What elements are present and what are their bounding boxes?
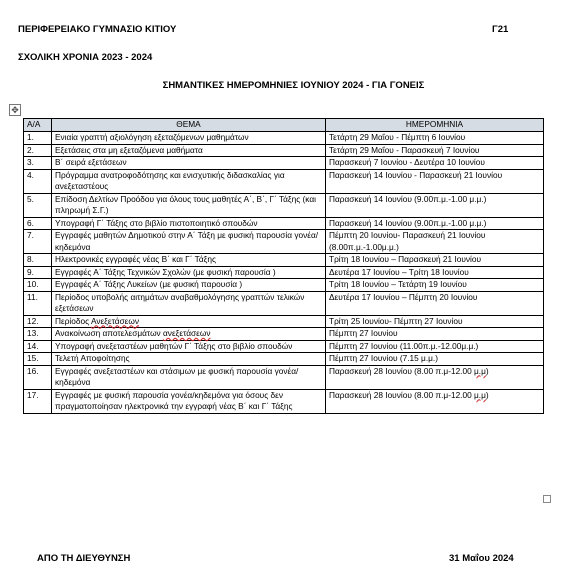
row-date: Παρασκευή 28 Ιουνίου (8.00 π.μ-12.00 μ.μ) <box>326 365 544 389</box>
row-date: Δευτέρα 17 Ιουνίου – Τρίτη 18 Ιουνίου <box>326 266 544 279</box>
row-topic: Πρόγραμμα ανατροφοδότησης και ενισχυτικής διδασκαλίας για ανεξεταστέους <box>52 169 326 193</box>
row-number: 10. <box>24 279 52 292</box>
table-row <box>24 365 544 389</box>
row-topic: Εγγραφές ανεξεταστέων και στάσιμων με φυσική παρουσία γονέα/κηδεμόνα <box>52 365 326 389</box>
school-name: ΠΕΡΙΦΕΡΕΙΑΚΟ ΓΥΜΝΑΣΙΟ ΚΙΤΙΟΥ <box>18 24 177 35</box>
row-topic: Περίοδος υποβολής αιτημάτων αναβαθμολόγησης γραπτών τελικών εξετάσεων <box>52 291 326 315</box>
row-topic: Εγγραφές Α΄ Τάξης Λυκείων (με φυσική παρουσία ) <box>52 279 326 292</box>
row-topic: Εγγραφές Α΄ Τάξης Τεχνικών Σχολών (με φυσική παρουσία ) <box>52 266 326 279</box>
spellcheck-mark: μ.μ <box>474 365 486 376</box>
row-number: 2. <box>24 144 52 157</box>
row-number: 5. <box>24 193 52 217</box>
table-row <box>24 254 544 267</box>
signature-line: ΑΠΟ ΤΗ ΔΙΕΥΘΥΝΣΗ <box>37 553 131 564</box>
table-row <box>24 291 544 315</box>
row-date: Δευτέρα 17 Ιουνίου – Πέμπτη 20 Ιουνίου <box>326 291 544 315</box>
row-date: Τρίτη 18 Ιουνίου – Παρασκευή 21 Ιουνίου <box>326 254 544 267</box>
row-topic: Ηλεκτρονικές εγγραφές νέας Β΄ και Γ΄ Τάξης <box>52 254 326 267</box>
row-date: Τρίτη 18 Ιουνίου – Τετάρτη 19 Ιουνίου <box>326 279 544 292</box>
spellcheck-mark: μ.μ <box>474 389 486 400</box>
row-date: Παρασκευή 7 Ιουνίου - Δευτέρα 10 Ιουνίου <box>326 157 544 170</box>
table-row <box>24 157 544 170</box>
column-header-date: ΗΜΕΡΟΜΗΝΙΑ <box>326 119 544 132</box>
row-date: Τετάρτη 29 Μαΐου - Παρασκευή 7 Ιουνίου <box>326 144 544 157</box>
row-topic: Υπογραφή ανεξεταστέων μαθητών Γ΄ Τάξης στο βιβλίο σπουδών <box>52 340 326 353</box>
table-row <box>24 144 544 157</box>
row-topic: Εγγραφές μαθητών Δημοτικού στην Α΄ Τάξη με φυσική παρουσία γονέα/κηδεμόνα <box>52 230 326 254</box>
table-row <box>24 193 544 217</box>
school-year: ΣΧΟΛΙΚΗ ΧΡΟΝΙΑ 2023 - 2024 <box>18 52 153 63</box>
move-handle-icon[interactable]: ✥ <box>9 104 21 116</box>
row-number: 14. <box>24 340 52 353</box>
row-date: Παρασκευή 14 Ιουνίου (9.00π.μ.-1.00 μ.μ.) <box>326 193 544 217</box>
row-date: Τετάρτη 29 Μαΐου - Πέμπτη 6 Ιουνίου <box>326 132 544 145</box>
footer-date: 31 Μαΐου 2024 <box>449 553 514 564</box>
row-topic: Εγγραφές με φυσική παρουσία γονέα/κηδεμόνα για όσους δεν πραγματοποίησαν ηλεκτρονικά την εγγραφή νέας Β΄ και Γ΄ Τάξης <box>52 389 326 413</box>
row-number: 4. <box>24 169 52 193</box>
document-title <box>0 80 569 91</box>
table-row <box>24 389 544 413</box>
table-row <box>24 315 544 328</box>
row-number: 13. <box>24 328 52 341</box>
resize-handle-icon[interactable] <box>543 495 551 503</box>
spellcheck-mark: ανεξετάσεων <box>163 328 211 338</box>
document-code: Γ21 <box>492 24 509 35</box>
table-row <box>24 217 544 230</box>
column-header-number: Α/Α <box>24 119 52 132</box>
row-date: Παρασκευή 14 Ιουνίου (9.00π.μ.-1.00 μ.μ.) <box>326 217 544 230</box>
row-number: 9. <box>24 266 52 279</box>
row-date: Πέμπτη 27 Ιουνίου (11.00π.μ.-12.00μ.μ.) <box>326 340 544 353</box>
row-date: Παρασκευή 14 Ιουνίου - Παρασκευή 21 Ιουνίου <box>326 169 544 193</box>
row-number: 11. <box>24 291 52 315</box>
row-number: 3. <box>24 157 52 170</box>
row-topic: Εξετάσεις στα μη εξεταζόμενα μαθήματα <box>52 144 326 157</box>
row-topic: Επίδοση Δελτίων Προόδου για όλους τους μαθητές Α΄, Β΄, Γ΄ Τάξης (και πληρωμή Σ.Γ.) <box>52 193 326 217</box>
table-row <box>24 266 544 279</box>
row-number: 17. <box>24 389 52 413</box>
document-title-text: ΣΗΜΑΝΤΙΚΕΣ ΗΜΕΡΟΜΗΝΙΕΣ ΙΟΥΝΙΟΥ 2024 - ΓΙΑ ΓΟΝΕΙΣ <box>162 80 425 91</box>
row-date: Πέμπτη 27 Ιουνίου <box>326 328 544 341</box>
row-topic: Περίοδος Ανεξετάσεων <box>52 315 326 328</box>
row-topic: Ανακοίνωση αποτελεσμάτων ανεξετάσεων <box>52 328 326 341</box>
table-row <box>24 328 544 341</box>
table-row <box>24 132 544 145</box>
table-row <box>24 230 544 254</box>
row-topic: Τελετή Αποφοίτησης <box>52 353 326 366</box>
row-number: 1. <box>24 132 52 145</box>
row-number: 15. <box>24 353 52 366</box>
table-header-row <box>24 119 544 132</box>
dates-table <box>23 118 544 414</box>
row-number: 16. <box>24 365 52 389</box>
row-date: Πέμπτη 20 Ιουνίου- Παρασκευή 21 Ιουνίου (8.00π.μ.-1.00μ.μ.) <box>326 230 544 254</box>
row-number: 8. <box>24 254 52 267</box>
row-date: Πέμπτη 27 Ιουνίου (7.15 μ.μ.) <box>326 353 544 366</box>
row-date: Παρασκευή 28 Ιουνίου (8.00 π.μ-12.00 μ.μ) <box>326 389 544 413</box>
row-topic: Ενιαία γραπτή αξιολόγηση εξεταζόμενων μαθημάτων <box>52 132 326 145</box>
table-row <box>24 279 544 292</box>
row-topic: Β΄ σειρά εξετάσεων <box>52 157 326 170</box>
row-number: 6. <box>24 217 52 230</box>
spellcheck-mark: Ανεξετάσεων <box>90 315 140 326</box>
column-header-topic: ΘΕΜΑ <box>52 119 326 132</box>
row-number: 12. <box>24 315 52 328</box>
row-number: 7. <box>24 230 52 254</box>
table-row <box>24 169 544 193</box>
table-row <box>24 353 544 366</box>
row-topic: Υπογραφή Γ΄ Τάξης στο βιβλίο πιστοποιητικό σπουδών <box>52 217 326 230</box>
table-row <box>24 340 544 353</box>
row-date: Τρίτη 25 Ιουνίου- Πέμπτη 27 Ιουνίου <box>326 315 544 328</box>
